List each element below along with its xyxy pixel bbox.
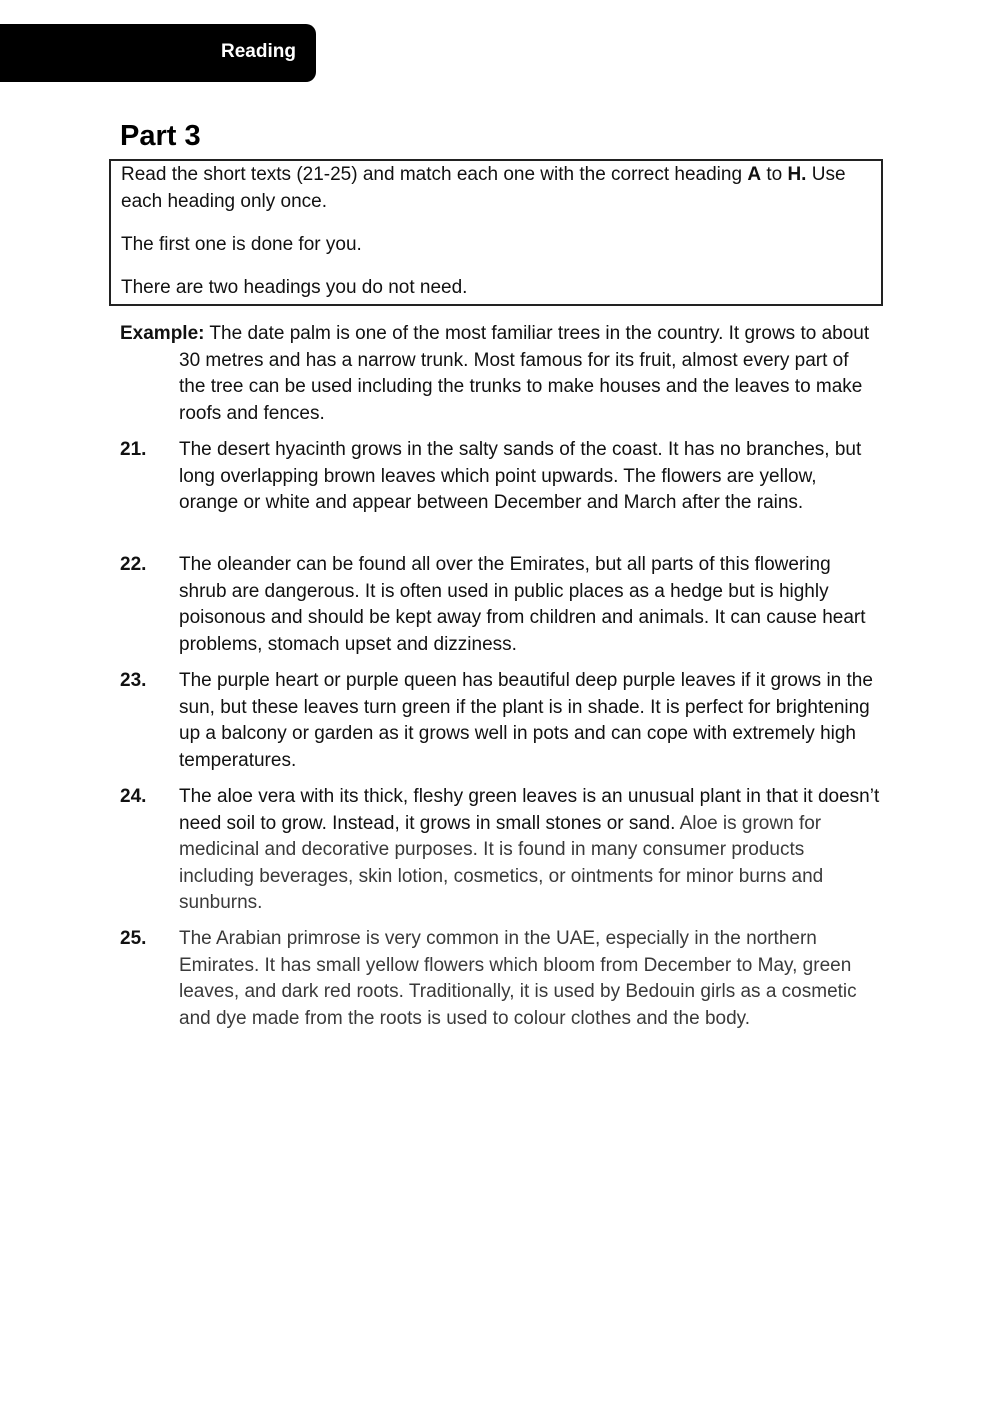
heading-letter-h: H.: [787, 164, 807, 185]
question-number: 23.: [120, 670, 147, 691]
question-number: 24.: [120, 786, 147, 807]
instructions-line-1-post: Use each heading only once.: [121, 164, 846, 212]
question-item-25: [120, 926, 880, 1032]
part-title: Part 3: [120, 120, 201, 152]
question-text: The oleander can be found all over the Emirates, but all parts of this flowering shrub are dangerous. It is often used in public places as a hedge but is highly poisonous and should be kept away from children and animals. It can cause heart problems, stomach upset and dizziness.: [179, 554, 866, 655]
instructions-line-2: The first one is done for you.: [121, 234, 362, 255]
question-number: 21.: [120, 439, 147, 460]
heading-letter-a: A: [747, 164, 762, 185]
instructions-line-1-mid: to: [761, 164, 788, 185]
question-text: The purple heart or purple queen has beautiful deep purple leaves if it grows in the sun, but these leaves turn green if the plant is in shade. It is perfect for brightening up a balcony or garden as it grows well in pots and can cope with extremely high temperatures.: [179, 670, 873, 771]
question-text: The Arabian primrose is very common in the UAE, especially in the northern Emirates. It has small yellow flowers which bloom from December to May, green leaves, and dark red roots. Traditionally, it is used by Bedouin girls as a cosmetic and dye made from the roots is used to colour clothes and the body.: [179, 928, 857, 1029]
instructions-line-3: There are two headings you do not need.: [121, 277, 468, 298]
question-item-21: [120, 437, 880, 517]
question-text: The desert hyacinth grows in the salty sands of the coast. It has no branches, but long overlapping brown leaves which point upwards. The flowers are yellow, orange or white and appear between December and March after the rains.: [179, 439, 862, 513]
instructions-line-1: [121, 162, 881, 215]
question-number: 25.: [120, 928, 147, 949]
instructions-line-1-text: Read the short texts (21-25) and match each one with the correct heading: [121, 164, 748, 185]
question-text-part-1: The aloe vera with its thick, fleshy green leaves is an unusual plant in that it doesn’t need soil to grow. Instead, it grows in small stones or sand.: [179, 786, 880, 834]
question-text: [179, 784, 880, 917]
section-tab-label: Reading: [221, 41, 296, 62]
example-label: Example:: [120, 323, 205, 344]
question-item-22: [120, 552, 880, 658]
question-number: 22.: [120, 554, 147, 575]
example-item: [120, 321, 880, 427]
instructions-box: [109, 159, 883, 306]
question-item-24: [120, 784, 880, 917]
example-paragraph: [120, 321, 880, 427]
example-text: The date palm is one of the most familiar trees in the country. It grows to about 30 metres and has a narrow trunk. Most famous for its fruit, almost every part of the tree can be used including the trunks to make houses and the leaves to make roofs and fences.: [179, 323, 870, 424]
question-text-part-2: Aloe is grown for medicinal and decorative purposes. It is found in many consumer products including beverages, skin lotion, cosmetics, or ointments for minor burns and sunburns.: [179, 812, 824, 913]
question-item-23: [120, 668, 880, 774]
